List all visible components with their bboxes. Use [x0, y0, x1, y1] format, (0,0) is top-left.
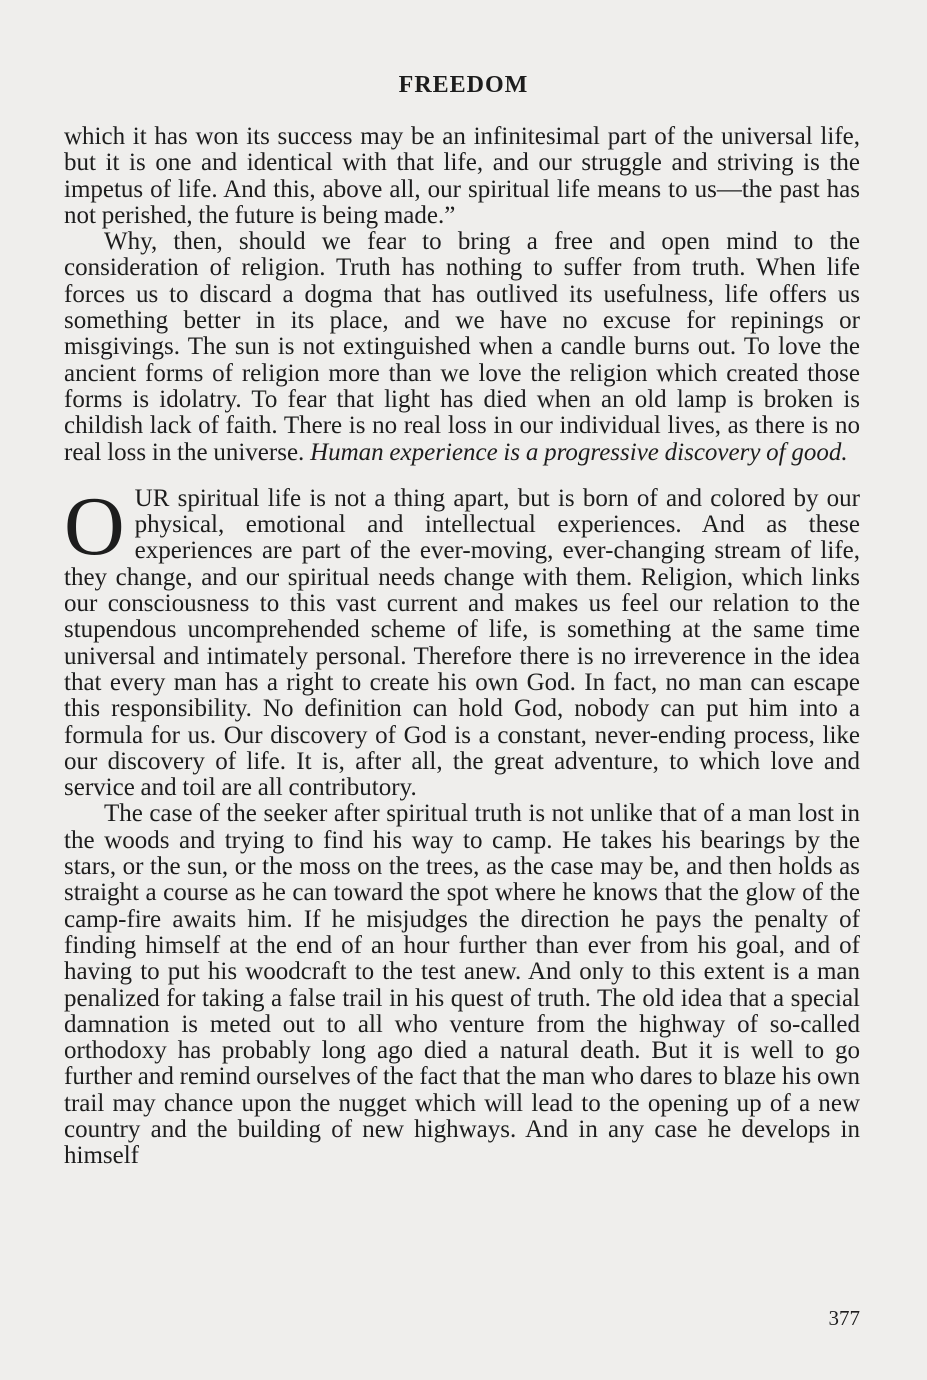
paragraph-section-opening	[64, 479, 860, 802]
running-head-title: FREEDOM	[398, 72, 529, 98]
page-number: 377	[828, 1306, 860, 1330]
body-text	[64, 124, 860, 1170]
drop-cap-letter: O	[64, 479, 125, 573]
italic-sentence: Human experience is a progressive discovery of good.	[310, 438, 848, 466]
paragraph-section-opening-text: UR spiritual life is not a thing apart, but is born of and colored by our physical, emotional and intellectual experiences. And as these experiences are part of the ever-moving, ever-changing stream of life, they change, and our spiritual needs change with them. Religion, which links our consciousness to this vast current and makes us feel our relation to the stupendous uncomprehended scheme of life, is something at the same time universal and intimately personal. Therefore there is no irreverence in the idea that every man has a right to create his own God. In fact, no man can escape this responsibility. No definition can hold God, nobody can put him into a formula for us. Our discovery of God is a constant, never-ending process, like our discovery of life. It is, after all, the great adventure, to which love and service and toil are all contributory.	[64, 484, 860, 802]
paragraph-seeker: The case of the seeker after spiritual truth is not unlike that of a man lost in the woods and trying to find his way to camp. He takes his bearings by the stars, or the sun, or the moss on the trees, as the case may be, and then holds as straight a course as he can toward the spot where he knows that the glow of the camp-fire awaits him. If he misjudges the direction he pays the penalty of finding himself at the end of an hour further than ever from his goal, and of having to put his woodcraft to the test anew. And only to this extent is a man penalized for taking a false trail in his quest of truth. The old idea that a special damnation is meted out to all who venture from the highway of so-called orthodoxy has probably long ago died a natural death. But it is well to go further and remind ourselves of the fact that the man who dares to blaze his own trail may chance upon the nugget which will lead to the opening up of a new country and the building of new highways. And in any case he develops in himself	[64, 800, 860, 1170]
paragraph-why-then	[64, 229, 860, 466]
paragraph-why-then-text: Why, then, should we fear to bring a free and open mind to the consideration of religion. Truth has nothing to suffer from truth. When life forces us to discard a dogma that has outlived its usefulness, life offers us something better in its place, and we have no excuse for repinings or misgivings. The sun is not extinguished when a candle burns out. To love the ancient forms of religion more than we love the religion which created those forms is idolatry. To fear that light has died when an old lamp is broken is childish lack of faith. There is no real loss in our individual lives, as there is no real loss in the universe.	[64, 228, 860, 466]
paragraph-continuation: which it has won its success may be an infinitesimal part of the universal life, but it is one and identical with that life, and our struggle and striving is the impetus of life. And this, above all, our spiritual life means to us—the past has not perished, the future is being made.”	[64, 123, 860, 229]
